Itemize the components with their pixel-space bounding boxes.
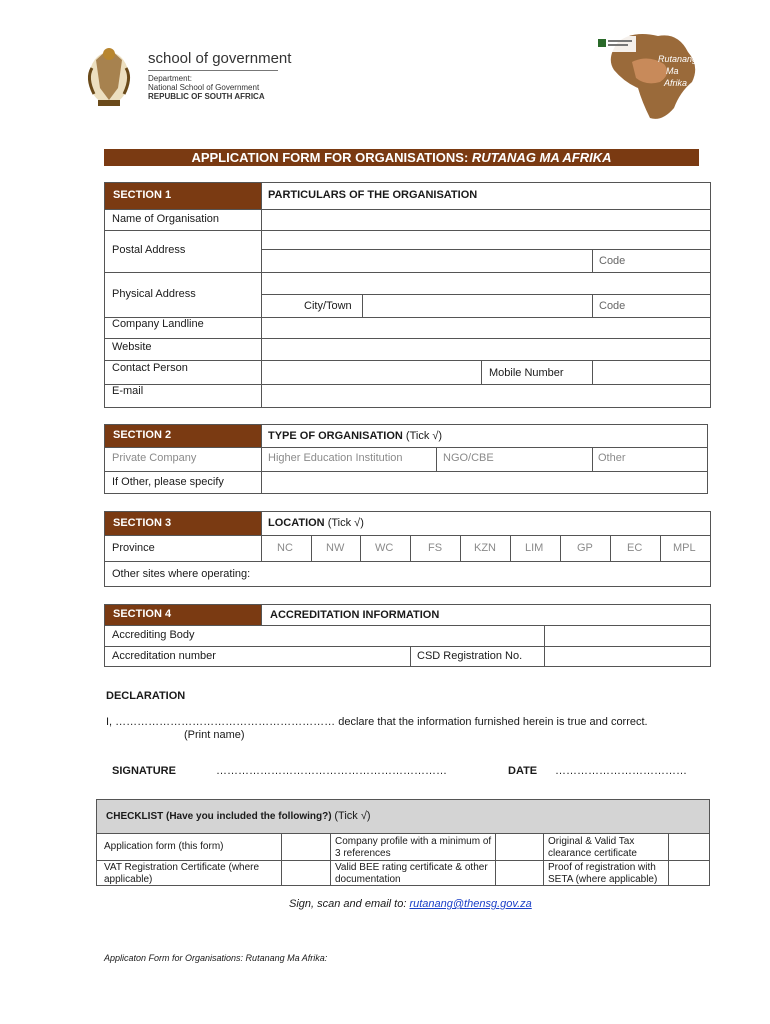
checklist-item-company-profile: Company profile with a minimum of 3 references (335, 836, 492, 859)
section3-heading: LOCATION (Tick √) (268, 517, 364, 529)
mobile-number-label: Mobile Number (489, 367, 564, 379)
dept-line-2: National School of Government (148, 83, 260, 92)
postal-address-field-2[interactable] (262, 250, 592, 271)
coat-of-arms-logo (80, 38, 138, 110)
checklist-divider (543, 833, 544, 886)
province-nc[interactable]: NC (277, 542, 293, 554)
physical-address-field[interactable] (262, 273, 710, 294)
section1-heading: PARTICULARS OF THE ORGANISATION (268, 189, 478, 201)
province-gp[interactable]: GP (577, 542, 593, 554)
section3-tag: SECTION 3 (105, 512, 261, 535)
accrediting-body-label: Accrediting Body (112, 629, 195, 641)
section4-divider (261, 605, 262, 625)
province-kzn[interactable]: KZN (474, 542, 496, 554)
mobile-number-field[interactable] (593, 361, 710, 384)
contact-person-field[interactable] (262, 361, 480, 384)
section1-tag: SECTION 1 (105, 183, 261, 209)
checklist-tick-1[interactable] (282, 834, 329, 859)
org-name-field[interactable] (262, 210, 710, 230)
section4-heading: ACCREDITATION INFORMATION (270, 609, 440, 621)
checklist-tick-4[interactable] (282, 861, 329, 885)
province-divider (660, 535, 661, 561)
postal-address-label: Postal Address (112, 244, 186, 256)
s2-option-divider (592, 447, 593, 471)
province-lim[interactable]: LIM (525, 542, 544, 554)
option-private-company[interactable]: Private Company (112, 452, 197, 464)
svg-text:Afrika: Afrika (664, 78, 688, 88)
declaration-heading: DECLARATION (106, 690, 186, 702)
city-town-field[interactable] (363, 295, 591, 316)
email-field[interactable] (262, 385, 710, 407)
checklist-divider (330, 833, 331, 886)
postal-code-label: Code (599, 255, 626, 267)
mobile-divider-left (481, 360, 482, 384)
checklist-heading: CHECKLIST (Have you included the following?) (Tick √) (106, 810, 371, 822)
date-line[interactable]: ……………………………… (555, 765, 687, 777)
province-wc[interactable]: WC (375, 542, 394, 554)
declaration-text: I, …………………………………………………… declare that the information furnished herein is true and correct. (106, 716, 648, 728)
city-town-label: City/Town (304, 300, 352, 312)
checklist-item-seta: Proof of registration with SETA (where applicable) (548, 862, 658, 885)
checklist-tick-3[interactable] (669, 834, 709, 859)
accreditation-number-label: Accreditation number (112, 650, 216, 662)
contact-email-link[interactable]: rutanang@thensg.gov.za (409, 898, 532, 910)
sign-scan-email-text: Sign, scan and email to: rutanang@thensg.gov.za (289, 898, 532, 910)
province-nw[interactable]: NW (326, 542, 345, 554)
landline-field[interactable] (262, 318, 710, 338)
province-divider (460, 535, 461, 561)
postal-code-divider (592, 249, 593, 272)
logo-divider (148, 70, 278, 71)
section3-divider (261, 512, 262, 561)
s3-row-line (104, 535, 711, 536)
checklist-line (96, 833, 710, 834)
s4-divider (410, 646, 411, 667)
csd-registration-label: CSD Registration No. (417, 650, 523, 662)
section2-heading: TYPE OF ORGANISATION (Tick √) (268, 430, 443, 442)
province-ec[interactable]: EC (627, 542, 643, 554)
other-sites-label: Other sites where operating: (112, 568, 251, 580)
physical-address-label: Physical Address (112, 288, 196, 300)
rutanang-africa-logo (588, 22, 710, 126)
org-name-label: Name of Organisation (112, 213, 219, 225)
option-ngo-cbe[interactable]: NGO/CBE (443, 452, 494, 464)
landline-label: Company Landline (112, 318, 204, 330)
checklist-item-application-form: Application form (this form) (104, 841, 224, 852)
province-divider (510, 535, 511, 561)
svg-text:Ma: Ma (666, 66, 679, 76)
school-of-government-logo-text: school of government (148, 50, 292, 67)
date-label: DATE (508, 765, 538, 777)
other-specify-field[interactable] (262, 472, 707, 493)
province-divider (311, 535, 312, 561)
accreditation-number-field[interactable] (262, 647, 409, 667)
checklist-item-tax-clearance: Original & Valid Tax clearance certificate (548, 836, 637, 859)
other-specify-label: If Other, please specify (112, 476, 224, 488)
section4-tag: SECTION 4 (105, 605, 261, 625)
checklist-line (96, 860, 710, 861)
contact-person-label: Contact Person (112, 362, 188, 374)
svg-text:Rutanang: Rutanang (658, 54, 698, 64)
form-title-italic: RUTANAG MA AFRIKA (471, 150, 612, 165)
option-other[interactable]: Other (598, 452, 626, 464)
option-higher-education[interactable]: Higher Education Institution (268, 452, 403, 464)
province-divider (360, 535, 361, 561)
dept-line-1: Department: (148, 74, 193, 83)
email-label: E-mail (112, 385, 144, 397)
checklist-tick-5[interactable] (496, 861, 542, 885)
checklist-tick-6[interactable] (669, 861, 709, 885)
postal-address-field[interactable] (262, 231, 710, 249)
province-label: Province (112, 542, 155, 554)
section2-tag: SECTION 2 (105, 425, 261, 447)
form-title-bar (104, 149, 699, 166)
form-title-main: APPLICATION FORM FOR ORGANISATIONS: (191, 150, 472, 165)
signature-line[interactable]: ……………………………………………………… (216, 765, 447, 777)
other-sites-field[interactable] (262, 562, 710, 586)
province-fs[interactable]: FS (428, 542, 443, 554)
page-footer: Applicaton Form for Organisations: Rutanang Ma Afrika: (104, 953, 328, 963)
website-field[interactable] (262, 339, 710, 360)
website-label: Website (112, 341, 152, 353)
checklist-item-bee: Valid BEE rating certificate & other documentation (335, 862, 488, 885)
province-divider (560, 535, 561, 561)
physical-code-label: Code (599, 300, 626, 312)
s2-row-line (104, 447, 708, 448)
signature-label: SIGNATURE (112, 765, 176, 777)
s4-divider (544, 625, 545, 646)
physical-code-divider (592, 294, 593, 317)
s2-option-divider (436, 447, 437, 471)
dept-line-3: REPUBLIC OF SOUTH AFRICA (148, 92, 265, 101)
checklist-tick-2[interactable] (496, 834, 542, 859)
checklist-item-vat: VAT Registration Certificate (where applicable) (104, 862, 260, 885)
csd-registration-field[interactable] (545, 647, 710, 667)
province-divider (610, 535, 611, 561)
province-divider (410, 535, 411, 561)
province-mpl[interactable]: MPL (673, 542, 696, 554)
print-name-label: (Print name) (184, 729, 245, 741)
accrediting-body-field[interactable] (262, 626, 543, 646)
